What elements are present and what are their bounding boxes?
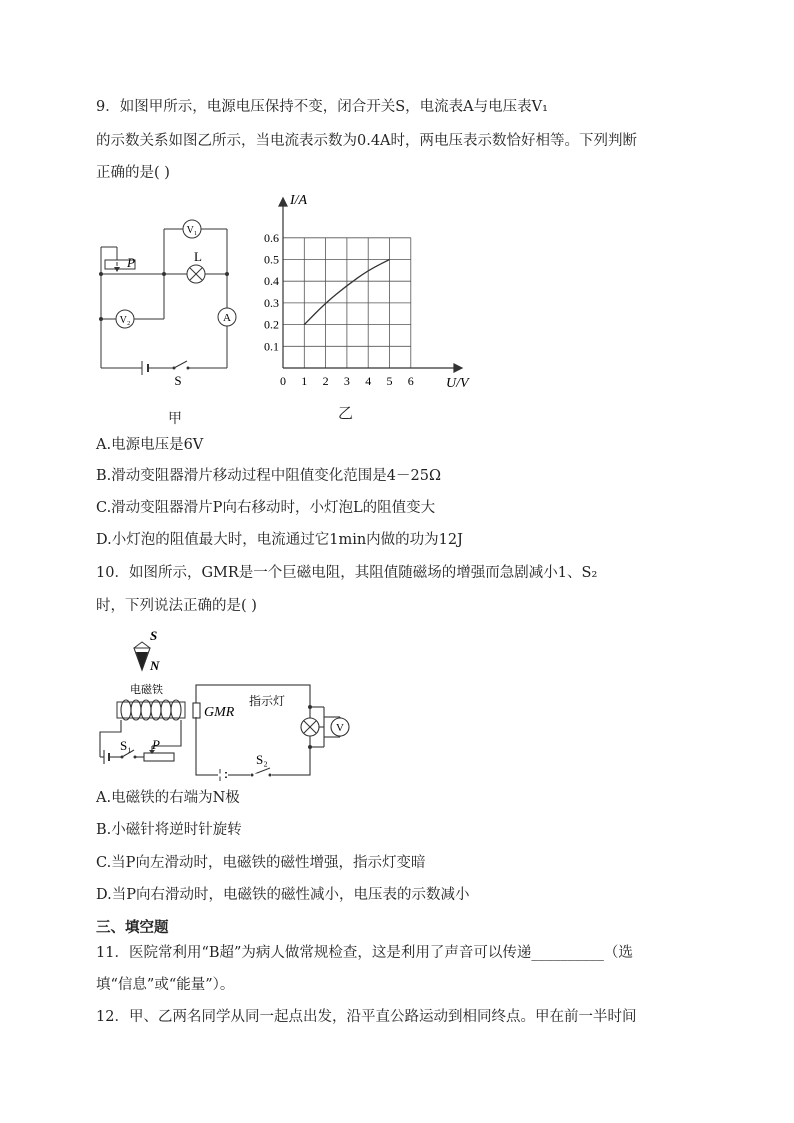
x-tick-label: 5 [386, 374, 393, 388]
circuit-label-s: S [174, 373, 182, 388]
x-axis-label: U/V [446, 376, 469, 391]
q11-line-1: 11．医院常利用“B超”为病人做常规检查，这是利用了声音可以传递__________（选 [96, 945, 633, 961]
indicator-label: 指示灯 [248, 694, 286, 708]
y-axis-arrow [279, 198, 287, 206]
iu-graph [250, 190, 480, 400]
p-label: P [152, 737, 160, 752]
circuit-label-l: L [194, 249, 202, 264]
x-axis-arrow [454, 364, 462, 372]
y-axis-label: I/A [290, 193, 308, 208]
q10-option-c: C.当P向左滑动时，电磁铁的磁性增强，指示灯变暗 [96, 855, 426, 871]
graph-caption: 乙 [338, 404, 354, 422]
circuit-label-a: A [223, 312, 231, 324]
q10-option-a: A.电磁铁的右端为N极 [96, 790, 240, 806]
y-tick-label: 0.1 [264, 339, 279, 354]
section-heading: 三、填空题 [96, 920, 169, 936]
circuit-label-p: P [127, 255, 135, 270]
q10-option-b: B.小磁针将逆时针旋转 [96, 822, 242, 838]
q9-option-c: C.滑动变阻器滑片P向右移动时，小灯泡L的阻值变大 [96, 500, 436, 516]
x-tick-label: 4 [365, 374, 372, 388]
circuit-caption: 甲 [168, 411, 182, 427]
q10-line-1: 10．如图所示，GMR是一个巨磁电阻，其阻值随磁场的增强而急剧减小1、S₂ [96, 565, 598, 581]
circuit-label-v2: V₂ [119, 315, 131, 326]
x-tick-label: 0 [280, 374, 286, 388]
q12-line-1: 12．甲、乙两名同学从同一起点出发，沿平直公路运动到相同终点。甲在前一半时间 [96, 1009, 637, 1025]
gmr-circuit-diagram [92, 622, 372, 782]
circuit-diagram-jia [92, 210, 242, 390]
x-tick-label: 1 [301, 374, 308, 388]
compass-n-label: N [150, 658, 160, 673]
x-tick-label: 6 [407, 374, 414, 388]
q10-option-d: D.当P向右滑动时，电磁铁的磁性减小，电压表的示数减小 [96, 887, 470, 903]
voltmeter-label: V [336, 722, 344, 734]
y-tick-label: 0.2 [264, 317, 279, 332]
s2-label: S₂ [256, 752, 268, 767]
q9-option-a: A.电源电压是6V [96, 437, 204, 453]
electromagnet-label: 电磁铁 [130, 684, 163, 696]
q10-line-2: 时，下列说法正确的是( ) [96, 598, 257, 614]
y-tick-label: 0.3 [264, 295, 279, 310]
x-tick-label: 3 [343, 374, 350, 388]
compass-s-label: S [150, 628, 158, 643]
q9-option-b: B.滑动变阻器滑片移动过程中阻值变化范围是4－25Ω [96, 468, 441, 484]
x-tick-label: 2 [322, 374, 329, 388]
q9-line-2: 的示数关系如图乙所示，当电流表示数为0.4A时，两电压表示数恰好相等。下列判断 [96, 133, 638, 149]
q9-line-3: 正确的是( ) [96, 165, 170, 181]
s1-label: S₁ [120, 738, 132, 753]
y-tick-label: 0.4 [264, 274, 279, 289]
y-tick-label: 0.6 [264, 230, 279, 245]
gmr-label: GMR [204, 705, 235, 720]
q9-option-d: D.小灯泡的阻值最大时，电流通过它1min内做的功为12J [96, 532, 463, 548]
circuit-label-v1: V₁ [186, 225, 198, 236]
q11-line-2: 填“信息”或“能量”）。 [96, 977, 235, 993]
q9-line-1: 9．如图甲所示，电源电压保持不变，闭合开关S，电流表A与电压表V₁ [96, 99, 548, 115]
y-tick-label: 0.5 [264, 252, 279, 267]
